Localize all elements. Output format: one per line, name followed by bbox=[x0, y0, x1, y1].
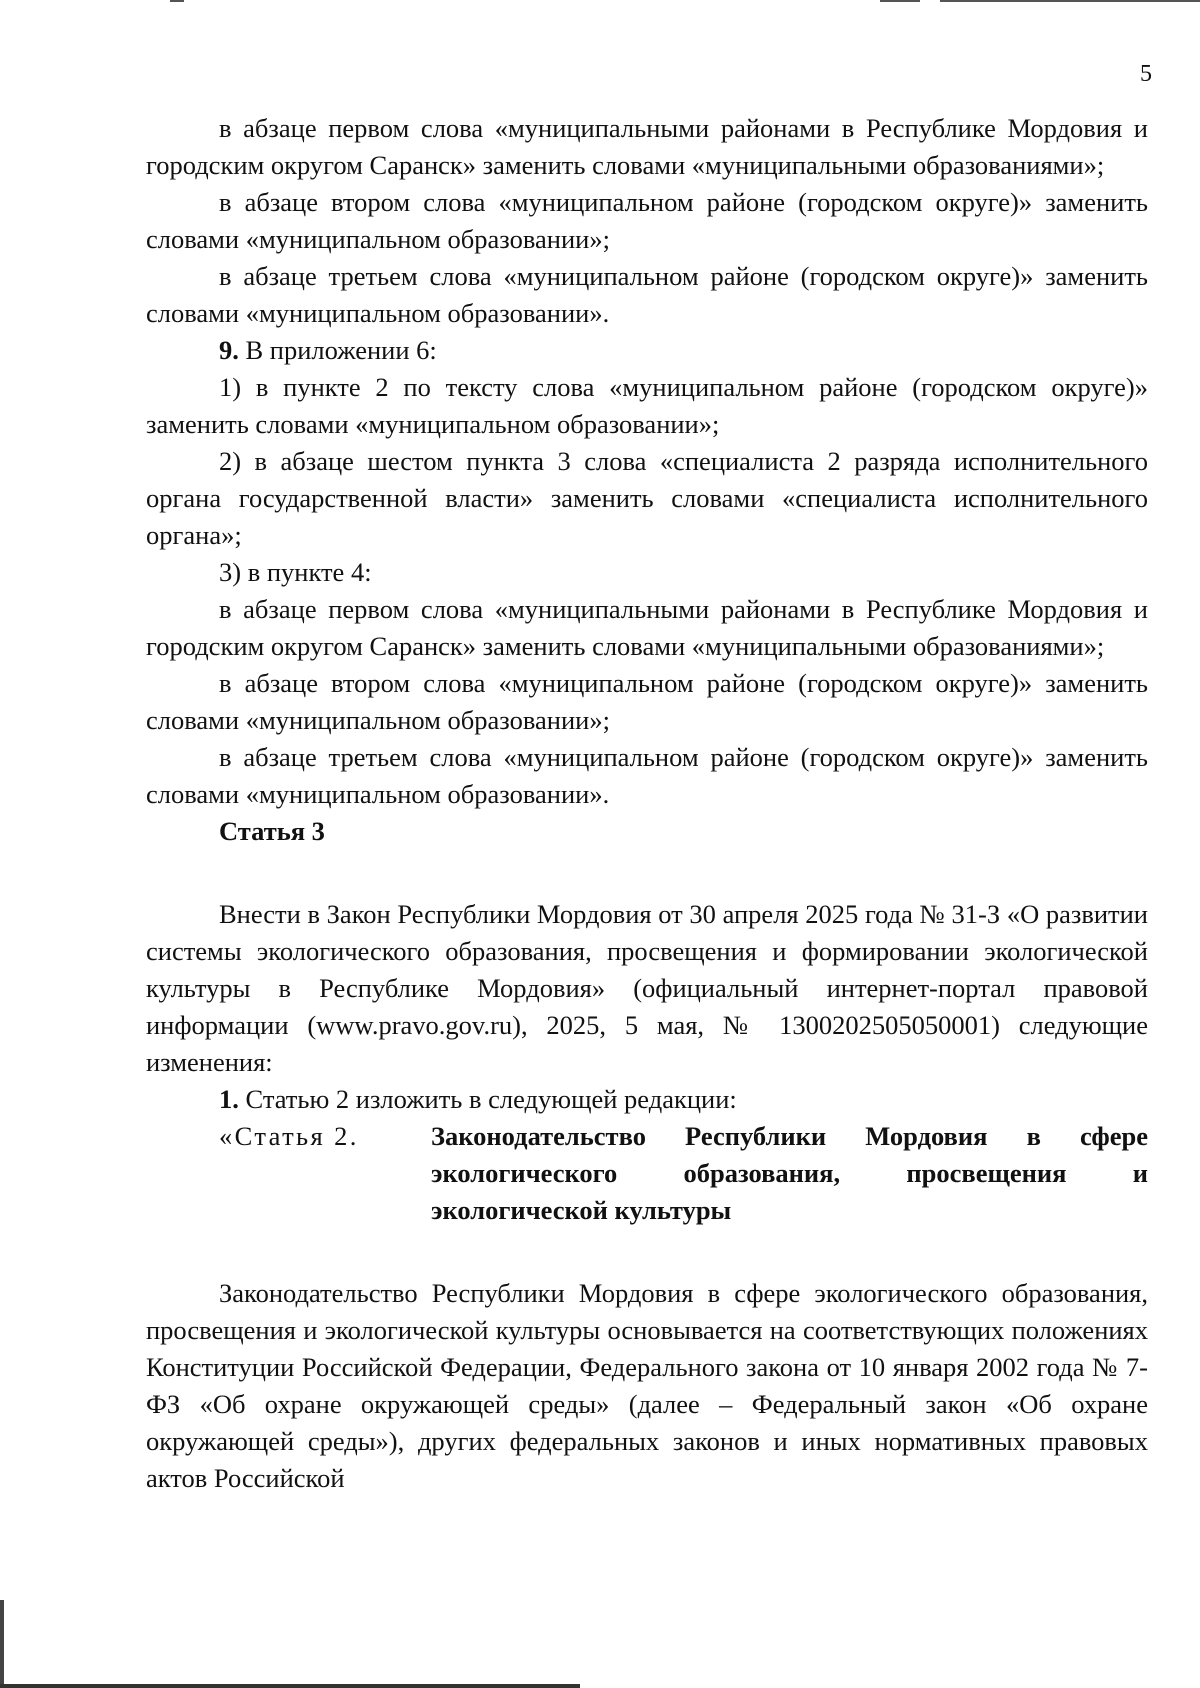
paragraph: в абзаце первом слова «муниципальными районами в Республике Мордовия и городским округом Саранск» заменить словами «муниципальными образованиями»; bbox=[146, 113, 1148, 180]
item-number: 1. bbox=[219, 1084, 239, 1114]
paragraph: 1) в пункте 2 по тексту слова «муниципальном районе (городском округе)» заменить словами «муниципальном образовании»; bbox=[146, 372, 1148, 439]
paragraph: 2) в абзаце шестом пункта 3 слова «специалиста 2 разряда исполнительного органа государственной власти» заменить словами «специалиста исполнительного органа»; bbox=[146, 446, 1148, 550]
paragraph: в абзаце первом слова «муниципальными районами в Республике Мордовия и городским округом Саранск» заменить словами «муниципальными образованиями»; bbox=[146, 594, 1148, 661]
article-body: Законодательство Республики Мордовия в сфере экологического образования, просвещения и экологической культуры основывается на соответствующих положениях Конституции Российской Федерации, Федерального закона от 10 января 2002 года № 7-ФЗ «Об охране окружающей среды» (далее – Федеральный закон «Об охране окружающей среды»), других федеральных законов и иных нормативных правовых актов Российской bbox=[146, 1278, 1148, 1493]
scan-edge-top bbox=[0, 0, 1200, 3]
paragraph: в абзаце третьем слова «муниципальном районе (городском округе)» заменить словами «муниципальном образовании». bbox=[146, 261, 1148, 328]
new-article-label: «Статья 2. bbox=[219, 1121, 359, 1151]
paragraph: 3) в пункте 4: bbox=[219, 557, 372, 587]
document-body bbox=[146, 110, 1148, 1497]
scan-edge-left bbox=[0, 1600, 4, 1688]
item-text: Статью 2 изложить в следующей редакции: bbox=[238, 1084, 737, 1114]
scan-edge-bottom bbox=[0, 1682, 1200, 1688]
item-number: 9. bbox=[219, 335, 239, 365]
new-article-title: Законодательство Республики Мордовия в сфере экологического образования, просвещения и экологической культуры bbox=[431, 1121, 1148, 1225]
paragraph: в абзаце третьем слова «муниципальном районе (городском округе)» заменить словами «муниципальном образовании». bbox=[146, 742, 1148, 809]
paragraph: в абзаце втором слова «муниципальном районе (городском округе)» заменить словами «муниципальном образовании»; bbox=[146, 668, 1148, 735]
list-item-9 bbox=[146, 332, 1148, 369]
item-text: В приложении 6: bbox=[238, 335, 437, 365]
page-number: 5 bbox=[1140, 61, 1152, 87]
article-title: Статья 3 bbox=[219, 816, 325, 846]
article-intro: Внести в Закон Республики Мордовия от 30 апреля 2025 года № 31-З «О развитии системы экологического образования, просвещения и формировании экологической культуры в Республике Мордовия» (официальный интернет-портал правовой информации (www.pravo.gov.ru), 2025, 5 мая, № 1300202505050001) следующие изменения: bbox=[146, 899, 1148, 1077]
new-article-heading bbox=[146, 1118, 1148, 1229]
list-item-1 bbox=[146, 1081, 1148, 1118]
paragraph: в абзаце втором слова «муниципальном районе (городском округе)» заменить словами «муниципальном образовании»; bbox=[146, 187, 1148, 254]
